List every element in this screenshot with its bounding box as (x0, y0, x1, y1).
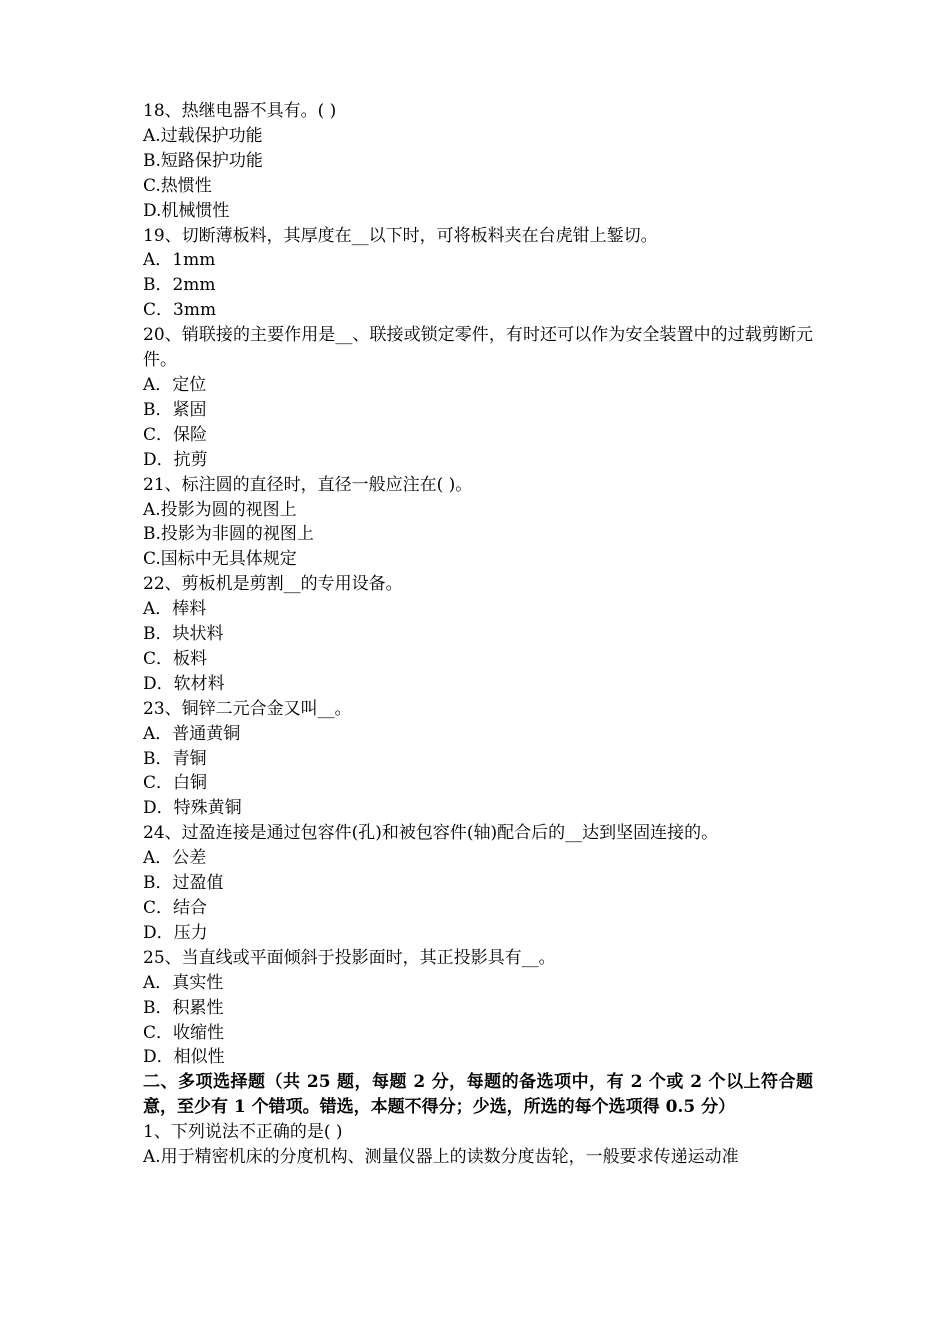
question-23-text: 23、铜锌二元合金又叫__。 (143, 698, 352, 719)
question-19-option-a: A．1mm (143, 250, 216, 271)
question-19-option-b: B．2mm (143, 275, 216, 296)
question-22-option-d: D．软材料 (143, 673, 225, 694)
question-20-option-d: D．抗剪 (143, 449, 208, 470)
mc-question-1-text: 1、下列说法不正确的是( ) (143, 1122, 343, 1143)
question-20-option-a: A．定位 (143, 374, 207, 395)
question-18-option-d: D.机械惯性 (143, 200, 230, 221)
question-24-option-d: D．压力 (143, 922, 208, 943)
question-21-option-c: C.国标中无具体规定 (143, 549, 297, 570)
question-22-text: 22、剪板机是剪割__的专用设备。 (143, 574, 403, 595)
question-19-option-c: C．3mm (143, 300, 217, 321)
question-22-option-c: C．板料 (143, 648, 208, 669)
question-18-option-c: C.热惯性 (143, 175, 212, 196)
document-page (143, 99, 813, 1170)
question-23-option-d: D．特殊黄铜 (143, 798, 242, 819)
question-22-option-a: A．棒料 (143, 599, 207, 620)
question-25-option-a: A．真实性 (143, 972, 224, 993)
question-20-text: 20、销联接的主要作用是__、联接或锁定零件，有时还可以作为安全装置中的过载剪断元件。 (143, 325, 813, 371)
question-24-text: 24、过盈连接是通过包容件(孔)和被包容件(轴)配合后的__达到坚固连接的。 (143, 823, 719, 844)
question-18-option-b: B.短路保护功能 (143, 150, 263, 171)
question-21-option-a: A.投影为圆的视图上 (143, 499, 297, 520)
question-23-option-a: A．普通黄铜 (143, 723, 241, 744)
question-25-text: 25、当直线或平面倾斜于投影面时，其正投影具有__。 (143, 947, 556, 968)
question-25-option-d: D．相似性 (143, 1047, 225, 1068)
question-18-text: 18、热继电器不具有。( ) (143, 101, 337, 121)
question-23-option-c: C．白铜 (143, 773, 208, 794)
question-23-option-b: B．青铜 (143, 748, 207, 769)
question-24-option-a: A．公差 (143, 848, 207, 869)
mc-question-1-option-a: A.用于精密机床的分度机构、测量仪器上的读数分度齿轮，一般要求传递运动准 (143, 1147, 739, 1168)
question-18-option-a: A.过载保护功能 (143, 125, 263, 146)
question-25-option-c: C．收缩性 (143, 1022, 225, 1043)
question-19-text: 19、切断薄板料，其厚度在__以下时，可将板料夹在台虎钳上錾切。 (143, 225, 658, 246)
question-24-option-b: B．过盈值 (143, 873, 224, 894)
question-22-option-b: B．块状料 (143, 624, 224, 645)
question-21-option-b: B.投影为非圆的视图上 (143, 524, 314, 545)
question-21-text: 21、标注圆的直径时，直径一般应注在( )。 (143, 474, 473, 495)
question-24-option-c: C．结合 (143, 898, 208, 918)
question-25-option-b: B．积累性 (143, 997, 224, 1018)
section-heading-multiple-choice: 二、多项选择题（共 25 题，每题 2 分，每题的备选项中，有 2 个或 2 个以上符合题意，至少有 1 个错项。错选，本题不得分；少选，所选的每个选项得 0.5 分） (143, 1072, 813, 1118)
question-20-option-c: C．保险 (143, 424, 208, 445)
question-20-option-b: B．紧固 (143, 399, 207, 420)
